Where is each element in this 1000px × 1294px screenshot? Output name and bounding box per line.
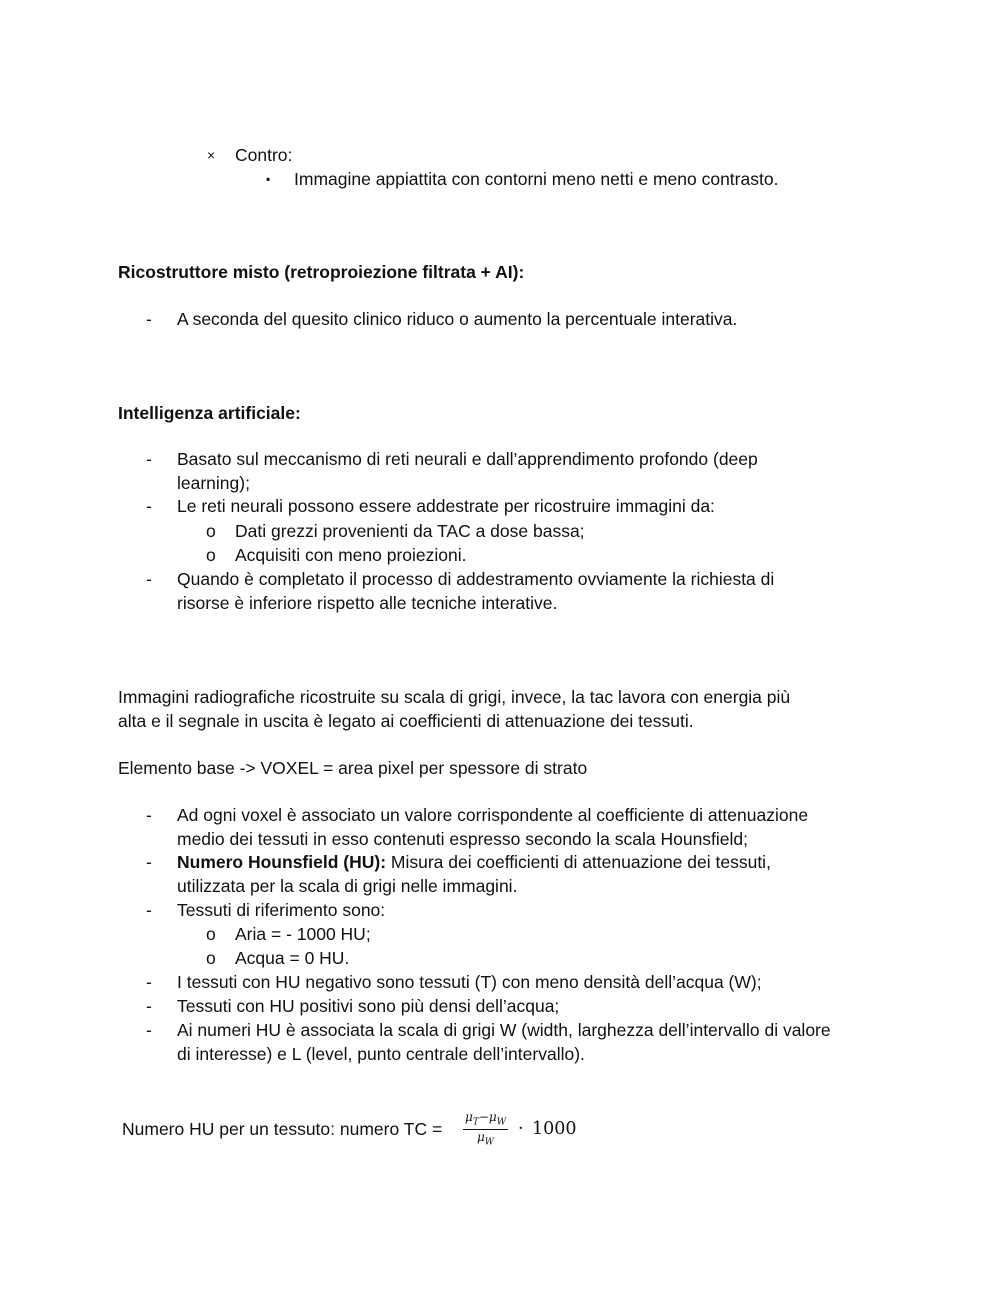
hu-item-1: Ad ogni voxel è associato un valore corrispondente al coefficiente di attenuazione [177,805,809,825]
hu-item-1-cont: medio dei tessuti in esso contenuti espresso secondo la scala Hounsfield; [177,829,749,849]
hu-sub-2: Acqua = 0 HU. [235,948,350,968]
heading-ai: Intelligenza artificiale: [118,403,301,423]
hu-item-2-rest: Misura dei coefficienti di attenuazione dei tessuti, [386,852,771,872]
intro-line-1: Immagini radiografiche ricostruite su scala di grigi, invece, la tac lavora con energia più [118,687,791,707]
hu-sub-1: Aria = - 1000 HU; [235,924,371,944]
ai-item-1: Basato sul meccanismo di reti neurali e dall’apprendimento profondo (deep [177,449,758,469]
ai-item-3: Quando è completato il processo di addestramento ovviamente la richiesta di [177,569,775,589]
hu-item-6: Ai numeri HU è associata la scala di grigi W (width, larghezza dell’intervallo di valore [177,1020,831,1040]
hu-item-2 [177,850,771,874]
dash-bullet: - [146,309,152,329]
dash-bullet: - [146,449,152,469]
hu-item-2-bold: Numero Hounsfield (HU): [177,852,387,872]
cross-bullet-icon: × [207,147,216,163]
formula-prefix: Numero HU per un tessuto: numero TC = [122,1119,443,1139]
ai-item-2: Le reti neurali possono essere addestrate per ricostruire immagini da: [177,496,715,516]
hu-item-4: I tessuti con HU negativo sono tessuti (T) con meno densità dell’acqua (W); [177,972,762,992]
dash-bullet: - [146,496,152,516]
formula-denominator: $\mu_W$ [476,1130,495,1148]
contro-label: Contro: [235,145,293,165]
dash-bullet: - [146,972,152,992]
dash-bullet: - [146,805,152,825]
dash-bullet: - [146,569,152,589]
formula-factor: 1000 [532,1119,577,1139]
elemento-base: Elemento base -> VOXEL = area pixel per spessore di strato [118,758,588,778]
misto-item: A seconda del quesito clinico riduco o aumento la percentuale interativa. [177,309,738,329]
circle-bullet: o [206,521,216,541]
dash-bullet: - [146,852,152,872]
contro-item: Immagine appiattita con contorni meno netti e meno contrasto. [294,169,779,189]
ai-item-3-cont: risorse è inferiore rispetto alle tecniche interative. [177,593,558,613]
dash-bullet: - [146,1020,152,1040]
circle-bullet: o [206,924,216,944]
hu-item-5: Tessuti con HU positivi sono più densi dell’acqua; [177,996,560,1016]
hu-item-6-cont: di interesse) e L (level, punto centrale dell’intervallo). [177,1044,585,1064]
formula-fraction [463,1110,508,1150]
ai-sub-1: Dati grezzi provenienti da TAC a dose bassa; [235,521,585,541]
hu-item-3: Tessuti di riferimento sono: [177,900,386,920]
dash-bullet: - [146,996,152,1016]
hu-item-2-cont: utilizzata per la scala di grigi nelle immagini. [177,876,518,896]
intro-line-2: alta e il segnale in uscita è legato ai coefficienti di attenuazione dei tessuti. [118,711,694,731]
ai-item-1-cont: learning); [177,473,250,493]
ai-sub-2: Acquisiti con meno proiezioni. [235,545,467,565]
circle-bullet: o [206,948,216,968]
heading-misto: Ricostruttore misto (retroproiezione filtrata + AI): [118,262,525,282]
formula-times: · [518,1119,524,1139]
formula-numerator: $\mu_T-\mu_W$ [463,1110,508,1130]
square-bullet-icon: ▪ [266,172,271,186]
dash-bullet: - [146,900,152,920]
circle-bullet: o [206,545,216,565]
